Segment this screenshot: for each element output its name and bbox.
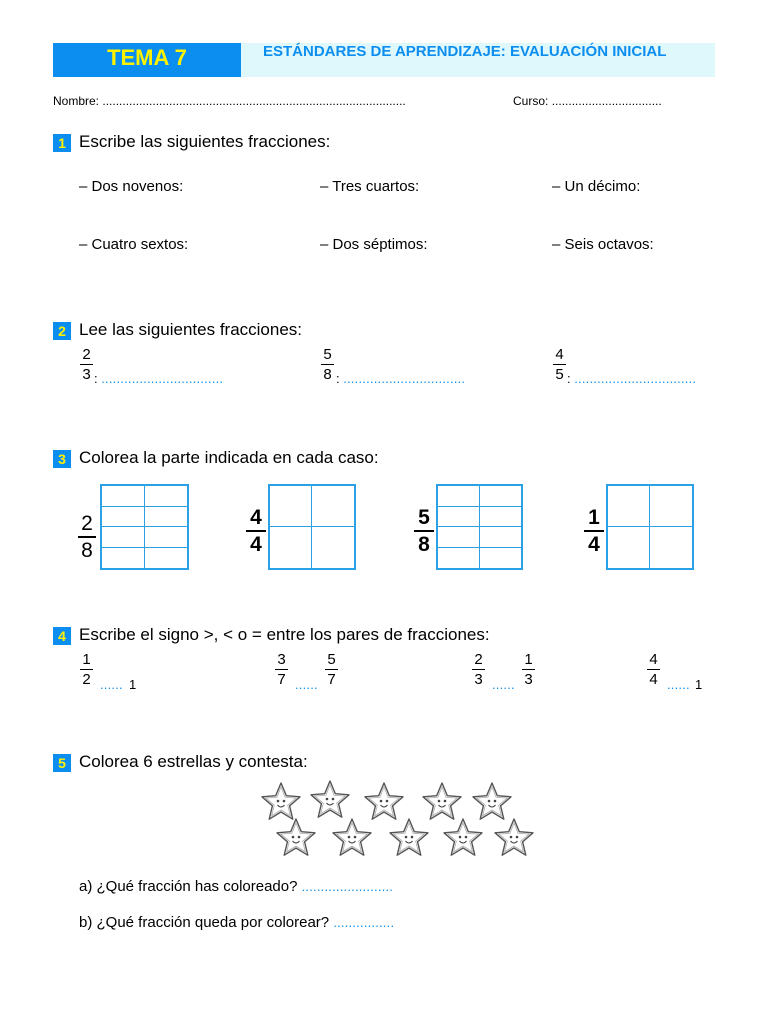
header-band [241,43,715,77]
grid-cell[interactable] [438,548,480,569]
smiling-star-icon[interactable] [385,814,433,862]
grid-cell[interactable] [608,486,650,527]
q2-answer-2[interactable] [336,371,465,386]
grid-cell[interactable] [312,527,354,568]
numerator: 4 [250,506,262,529]
denominator: 7 [327,671,336,688]
question-number-1: 1 [53,134,71,152]
question-5-title: Colorea 6 estrellas y contesta: [79,752,308,771]
numerator: 1 [82,651,91,668]
smiling-star-icon[interactable] [468,778,516,826]
smiling-star-icon[interactable] [306,776,354,824]
grid-cell[interactable] [650,486,692,527]
fraction-bar [80,669,93,670]
q4-pair-3-right [522,651,535,688]
course-label: Curso: [513,94,549,108]
grid-cell[interactable] [270,527,312,568]
grid-cell[interactable] [270,486,312,527]
denominator: 4 [649,671,658,688]
q3-fraction-1 [78,513,96,561]
denominator: 8 [81,538,93,562]
grid-cell[interactable] [480,507,522,528]
numerator: 1 [588,506,600,529]
q4-pair-2-right [325,651,338,688]
numerator: 5 [327,651,336,668]
numerator: 2 [474,651,483,668]
colon: : [567,371,571,386]
denominator: 7 [277,671,286,688]
q4-pair-1-right: 1 [129,677,137,692]
colon: : [94,371,98,386]
q1-item-tres-cuartos: – Tres cuartos: [320,178,420,195]
q5-a-label: a) ¿Qué fracción has coloreado? [79,878,298,895]
question-1-title: Escribe las siguientes fracciones: [79,132,331,151]
smiling-star-icon[interactable] [272,814,320,862]
smiling-star-icon[interactable] [360,778,408,826]
fraction-bar [275,669,288,670]
name-dots: ........................................................................................... [102,94,406,108]
grid-cell[interactable] [438,486,480,507]
grid-cell[interactable] [480,527,522,548]
q2-fraction-2 [321,346,334,383]
q3-grid-quarters-2[interactable] [606,484,694,570]
q2-fraction-1 [80,346,93,383]
fraction-bar [78,536,96,538]
fraction-bar [325,669,338,670]
q3-grid-quarters-1[interactable] [268,484,356,570]
q2-answer-1[interactable] [94,371,223,386]
fraction-bar [553,364,566,365]
numerator: 2 [81,512,93,535]
q1-item-cuatro-sextos: – Cuatro sextos: [79,236,189,253]
question-3-title: Colorea la parte indicada en cada caso: [79,448,379,467]
smiling-star-icon[interactable] [439,814,487,862]
page-title: ESTÁNDARES DE APRENDIZAJE: EVALUACIÓN INICIAL [263,43,667,60]
q4-pair-1-answer[interactable]: ...... [100,677,123,692]
q1-item-dos-septimos: – Dos séptimos: [320,236,428,253]
q4-pair-2-left [275,651,288,688]
question-number-2: 2 [53,322,71,340]
q5-question-a[interactable] [79,878,393,895]
grid-cell[interactable] [102,486,145,507]
grid-cell[interactable] [438,527,480,548]
denominator: 8 [418,532,430,556]
name-label: Nombre: [53,94,100,108]
q3-fraction-2 [246,507,266,555]
grid-cell[interactable] [102,507,145,528]
fraction-bar [584,530,604,532]
fraction-bar [246,530,266,532]
numerator: 4 [555,346,564,363]
denominator: 3 [524,671,533,688]
q3-grid-eighths-2[interactable] [436,484,523,570]
name-line[interactable] [53,94,406,108]
denominator: 4 [588,532,600,556]
q5-a-answer[interactable]: ........................ [301,879,394,894]
colon: : [336,371,340,386]
grid-cell[interactable] [312,486,354,527]
grid-cell[interactable] [608,527,650,568]
smiling-star-icon[interactable] [490,814,538,862]
q4-pair-1-left [80,651,93,688]
q5-question-b[interactable] [79,914,394,931]
q4-pair-3-answer[interactable]: ...... [492,677,515,692]
answer-dots: ................................ [343,371,466,386]
q3-fraction-4 [584,507,604,555]
question-number-3: 3 [53,450,71,468]
q1-item-dos-novenos: – Dos novenos: [79,178,184,195]
denominator: 4 [250,532,262,556]
q4-pair-3-left [472,651,485,688]
question-2-title: Lee las siguientes fracciones: [79,320,303,339]
question-number-4: 4 [53,627,71,645]
question-number-5: 5 [53,754,71,772]
denominator: 2 [82,671,91,688]
q1-item-un-decimo: – Un décimo: [552,178,641,195]
tema-label: TEMA 7 [107,45,187,70]
q4-pair-4-right: 1 [695,677,703,692]
denominator: 5 [555,366,564,383]
smiling-star-icon[interactable] [328,814,376,862]
answer-dots: ................................ [101,371,224,386]
q1-item-seis-octavos: – Seis octavos: [552,236,654,253]
q3-fraction-3 [414,507,434,555]
q5-b-answer[interactable]: ................ [333,915,395,930]
denominator: 3 [82,366,91,383]
tema-badge [53,43,241,77]
grid-cell[interactable] [145,507,188,528]
numerator: 5 [418,506,430,529]
grid-cell[interactable] [102,548,145,569]
grid-cell[interactable] [480,486,522,507]
question-4-title: Escribe el signo >, < o = entre los pares de fracciones: [79,625,490,644]
fraction-bar [522,669,535,670]
denominator: 3 [474,671,483,688]
denominator: 8 [323,366,332,383]
q4-pair-4-answer[interactable]: ...... [667,677,690,692]
numerator: 4 [649,651,658,668]
grid-cell[interactable] [102,527,145,548]
q4-pair-4-left [647,651,660,688]
grid-cell[interactable] [480,548,522,569]
q2-fraction-3 [553,346,566,383]
grid-cell[interactable] [650,527,692,568]
answer-dots: ................................ [574,371,697,386]
q2-answer-3[interactable] [567,371,696,386]
numerator: 1 [524,651,533,668]
fraction-bar [321,364,334,365]
fraction-bar [472,669,485,670]
smiling-star-icon[interactable] [418,778,466,826]
q5-b-label: b) ¿Qué fracción queda por colorear? [79,914,330,931]
numerator: 3 [277,651,286,668]
fraction-bar [80,364,93,365]
grid-cell[interactable] [438,507,480,528]
grid-cell[interactable] [145,486,188,507]
q3-grid-eighths-1[interactable] [100,484,189,570]
grid-cell[interactable] [145,527,188,548]
numerator: 5 [323,346,332,363]
fraction-bar [414,530,434,532]
q4-pair-2-answer[interactable]: ...... [295,677,318,692]
course-line[interactable] [513,94,662,108]
grid-cell[interactable] [145,548,188,569]
smiling-star-icon[interactable] [257,778,305,826]
course-dots: ................................. [551,94,662,108]
fraction-bar [647,669,660,670]
numerator: 2 [82,346,91,363]
